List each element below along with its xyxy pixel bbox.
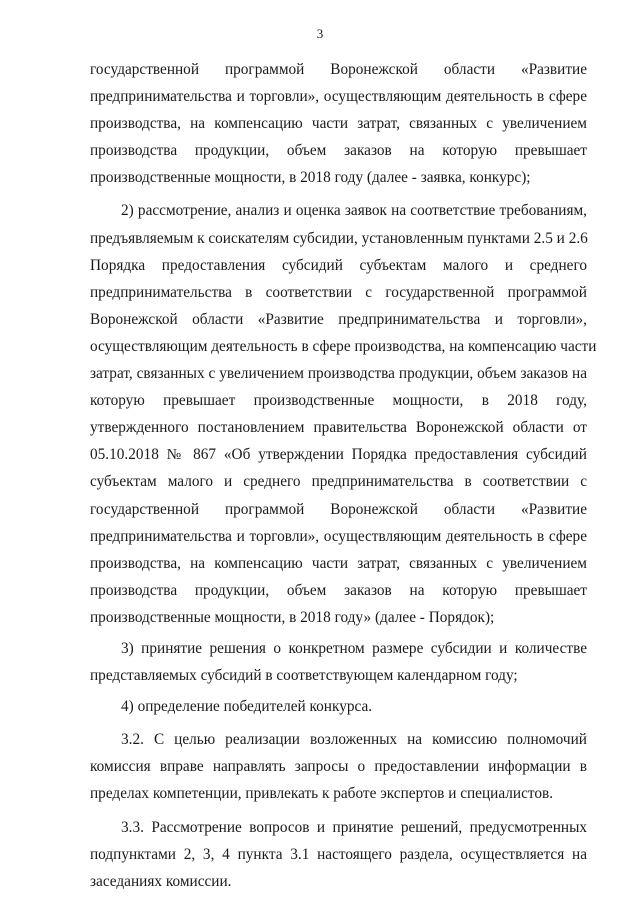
text-line: заседаниях комиссии.	[90, 872, 232, 890]
text-line: 05.10.2018 № 867 «Об утверждении Порядка предоставления субсидий	[90, 446, 587, 464]
text-line: Порядка предоставления субсидий субъектам малого и среднего	[90, 256, 587, 274]
text-line: предпринимательства и торговли», осуществляющим деятельность в сфере	[90, 88, 587, 106]
text-line: производственные мощности, в 2018 году» (далее - Порядок);	[90, 608, 495, 626]
text-line: 3) принятие решения о конкретном размере субсидии и количестве	[121, 639, 587, 657]
text-line: 2) рассмотрение, анализ и оценка заявок на соответствие требованиям,	[121, 202, 587, 220]
text-line: комиссия вправе направлять запросы о предоставлении информации в	[90, 758, 587, 776]
text-line: производства, на компенсацию части затрат, связанных с увеличением	[90, 115, 587, 133]
text-line: затрат, связанных с увеличением производства продукции, объем заказов на	[90, 365, 587, 383]
text-line: подпунктами 2, 3, 4 пункта 3.1 настоящего раздела, осуществляется на	[90, 845, 587, 863]
text-line: предпринимательства и торговли», осуществляющим деятельность в сфере	[90, 527, 587, 545]
text-line: производства продукции, объем заказов на которую превышает	[90, 581, 587, 599]
text-line: предпринимательства в соответствии с государственной программой	[90, 283, 587, 301]
paragraph-item-2	[90, 197, 597, 631]
text-line: субъектам малого и среднего предпринимательства в соответствии с	[90, 473, 587, 491]
text-line: 4) определение победителей конкурса.	[121, 698, 373, 716]
text-line: осуществляющим деятельность в сфере производства, на компенсацию части	[90, 337, 597, 355]
text-line: Воронежской области «Развитие предпринимательства и торговли»,	[90, 310, 587, 328]
text-line: производственные мощности, в 2018 году (далее - заявка, конкурс);	[90, 169, 531, 187]
text-line: которую превышает производственные мощности, в 2018 году,	[90, 392, 587, 410]
paragraph-3-2	[90, 726, 587, 807]
paragraph-item-4	[90, 693, 587, 720]
text-line: государственной программой Воронежской области «Развитие	[90, 61, 587, 78]
text-line: государственной программой Воронежской области «Развитие	[90, 500, 587, 518]
body-text	[90, 56, 597, 895]
paragraph-item-3	[90, 635, 587, 689]
paragraph-continuation	[90, 56, 587, 191]
text-line: пределах компетенции, привлекать к работе экспертов и специалистов.	[90, 785, 554, 803]
text-line: предъявляемым к соискателям субсидии, установленным пунктами 2.5 и 2.6	[90, 229, 588, 247]
paragraph-3-3	[90, 814, 587, 895]
text-line: производства продукции, объем заказов на которую превышает	[90, 142, 587, 160]
page-number: 3	[316, 26, 324, 41]
text-line: производства, на компенсацию части затрат, связанных с увеличением	[90, 554, 587, 572]
text-line: утвержденного постановлением правительства Воронежской области от	[90, 419, 587, 437]
text-line: 3.2. С целью реализации возложенных на комиссию полномочий	[121, 731, 587, 749]
text-line: 3.3. Рассмотрение вопросов и принятие решений, предусмотренных	[121, 818, 587, 836]
text-line: представляемых субсидий в соответствующем календарном году;	[90, 667, 518, 685]
